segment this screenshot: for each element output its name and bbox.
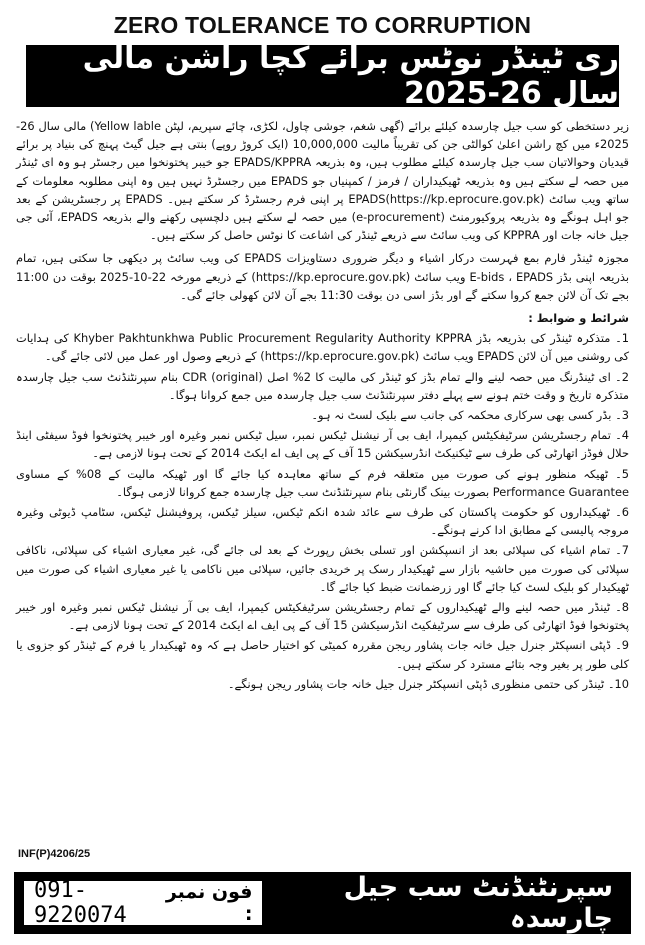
term-item: 8۔ ٹینڈر میں حصہ لینے والے ٹھیکیداروں کے تمام رجسٹریشن سرٹیفکیٹس کیمپرا، ایف بی آر نیشنل ٹیکس نمبر وغیرہ اور خیبر پختونخوا فوڈ اتھارٹی کی طرف سے سرٹیفکیٹ انڈرسیکشن 15 آف کے پی ایف اے ایکٹ 2014 کے تحت ہونا لازمی ہے۔ <box>16 600 629 633</box>
phone-number: 091-9220074 <box>34 878 127 928</box>
term-item: 3۔ بڈر کسی بھی سرکاری محکمہ کی جانب سے بلیک لسٹ نہ ہو۔ <box>311 408 629 423</box>
term-item: 6۔ ٹھیکیداروں کو حکومت پاکستان کی طرف سے عائد شدہ انکم ٹیکس، سیلز ٹیکس، پروفیشنل ٹیکس، سٹامپ ڈیوٹی وغیرہ مروجہ پالیسی کے مطابق ادا کرنے ہونگے۔ <box>16 505 629 538</box>
slogan-title: ZERO TOLERANCE TO CORRUPTION <box>113 12 532 38</box>
term-item: 10۔ ٹینڈر کی حتمی منظوری ڈپٹی انسپکٹر جنرل جیل خانہ جات پشاور ریجن ہونگے۔ <box>227 676 629 691</box>
term-item: 2۔ ای ٹینڈرنگ میں حصہ لینے والے تمام بڈز کو ٹینڈر کی مالیت کا 2% اصل (original) CDR بنام سپرنٹنڈنٹ سب جیل چارسدہ متذکرہ تاریخ و وقت ختم ہونے سے پہلے دفتر سپرنٹنڈنٹ سب جیل چارسدہ میں جمع کروانا ہوگا۔ <box>16 369 629 402</box>
phone-label: فون نمبر : <box>165 881 253 925</box>
issuing-office: سپرنٹنڈنٹ سب جیل چارسدہ <box>343 872 613 934</box>
footer-bar <box>14 872 631 934</box>
notice-banner: ری ٹینڈر نوٹس برائے کچا راشن مالی سال 26-2025 <box>26 45 619 107</box>
terms-heading: شرائط و ضوابط : <box>528 311 629 326</box>
term-item: 7۔ تمام اشیاء کی سپلائی بعد از انسپکشن اور تسلی بخش رپورٹ کے بعد لی جائے گی، غیر معیاری اشیاء کی سپلائی، ناکافی سپلائی کی صورت میں حاشیہ بازار سے ٹھیکیدار رسک پر خریدی جائیں، سپلائی میں ناکامی یا غیر معیاری اشیاء کی صورت میں ٹھیکیدار کو بلیک لسٹ کیا جائے گا اور زرضمانت ضبط کیا جائے گا۔ <box>16 543 629 594</box>
intro-paragraph: زیر دستخطی کو سب جیل چارسدہ کیلئے برائے (گھی شغم، جوشی چاول، لکڑی، چائے سپریم، لپٹن Yellow lable) مالی سال 26-2025ء میں کچ راشن اعلیٰ کوالٹی جن کی تقریباً مالیت 10,000,000 (ایک کروڑ روپے) بنتی ہے جیل گیٹ پہنچ کی بنیاد پر برائے قیدیان وحوالاتیان سب جیل چارسدہ کیلئے مطلوب ہیں، وہ بذریعہ EPADS/KPPRA جو خیبر پختونخوا میں رجسٹر ہو وہ ای ٹینڈر میں حصہ لے سکتے ہیں وہ بذریعہ ٹھیکیداران / فرمز / کمپنیاں جو EPADS میں رجسٹرڈ نہیں ہیں وہ اپنی مطلوبہ معلومات کے ساتھ ویب سائٹ EPADS(https://kp.eprocure.gov.pk) پر اپنی فرم رجسٹرڈ کر سکتے ہیں۔ EPADS پر رجسٹریشن کے بعد جو اہل ہونگے وہ بذریعہ پروکیورمنٹ (e-procurement) میں حصہ لے سکتے ہیں دلچسپی رکھنے والے بذریعہ EPADS، آئی جی جیل خانہ جات اور KPPRA کی ویب سائٹ سے ذریعے ٹینڈر کی اشاعت کا نوٹس حاصل کر سکتے ہیں۔ <box>16 119 630 243</box>
phone-box <box>24 878 262 928</box>
term-item: 4۔ تمام رجسٹریشن سرٹیفکیٹس کیمپرا، ایف بی آر نیشنل ٹیکس نمبر، سیل ٹیکس نمبر وغیرہ اور خیبر پختونخوا فوڈ سیفٹی اینڈ حلال فوڈز اتھارٹی کی طرف سے ٹیکنیکٹ انڈرسیکشن 15 آف کے پی ایف اے ایکٹ 2014 کے تحت ہونا لازمی ہے۔ <box>16 428 629 461</box>
term-item: 1۔ متذکرہ ٹینڈر کی بذریعہ بڈز Khyber Pakhtunkhwa Public Procurement Regularity Authority KPPRA کی ہدایات کی روشنی میں آن لائن EPADS ویب سائٹ (https://kp.eprocure.gov.pk) کے ذریعے وصول اور عمل میں لائی جائے گی۔ <box>16 331 629 364</box>
notice-body <box>14 117 631 693</box>
term-item: 5۔ ٹھیکہ منظور ہونے کی صورت میں متعلقہ فرم کے ساتھ معاہدہ کیا جائے گا اور ٹھیکہ مالیت کے 08% کے مساوی Performance Guarantee بصورت بینک گارنٹی بنام سپرنٹنڈنٹ سب جیل چارسدہ جمع کروانا لازمی ہوگا۔ <box>16 466 629 499</box>
term-item: 9۔ ڈپٹی انسپکٹر جنرل جیل خانہ جات پشاور ریجن مقررہ کمیٹی کو اختیار حاصل ہے کہ وہ ٹھیکیدار یا فرم کے ٹینڈر کو جزوی یا کلی طور پر بغیر وجہ بتائے مسترد کر سکتے ہیں۔ <box>16 638 629 671</box>
intro-paragraph: مجوزہ ٹینڈر فارم بمع فہرست درکار اشیاء و دیگر ضروری دستاویزات EPADS کی ویب سائٹ پر دیکھی جا سکتی ہیں، تمام بذریعہ اپنی بڈز E-bids ، EPADS ویب سائٹ (https://kp.eprocure.gov.pk) کے ذریعے مورخہ 22-10-2025 بوقت دن 11:00 بجے تک آن لائن جمع کروا سکتے گے اور بڈز اسی دن بوقت 11:30 بجے آن لائن کھولی جائے گی۔ <box>16 251 630 302</box>
inf-reference-code: INF(P)4206/25 <box>18 848 91 860</box>
